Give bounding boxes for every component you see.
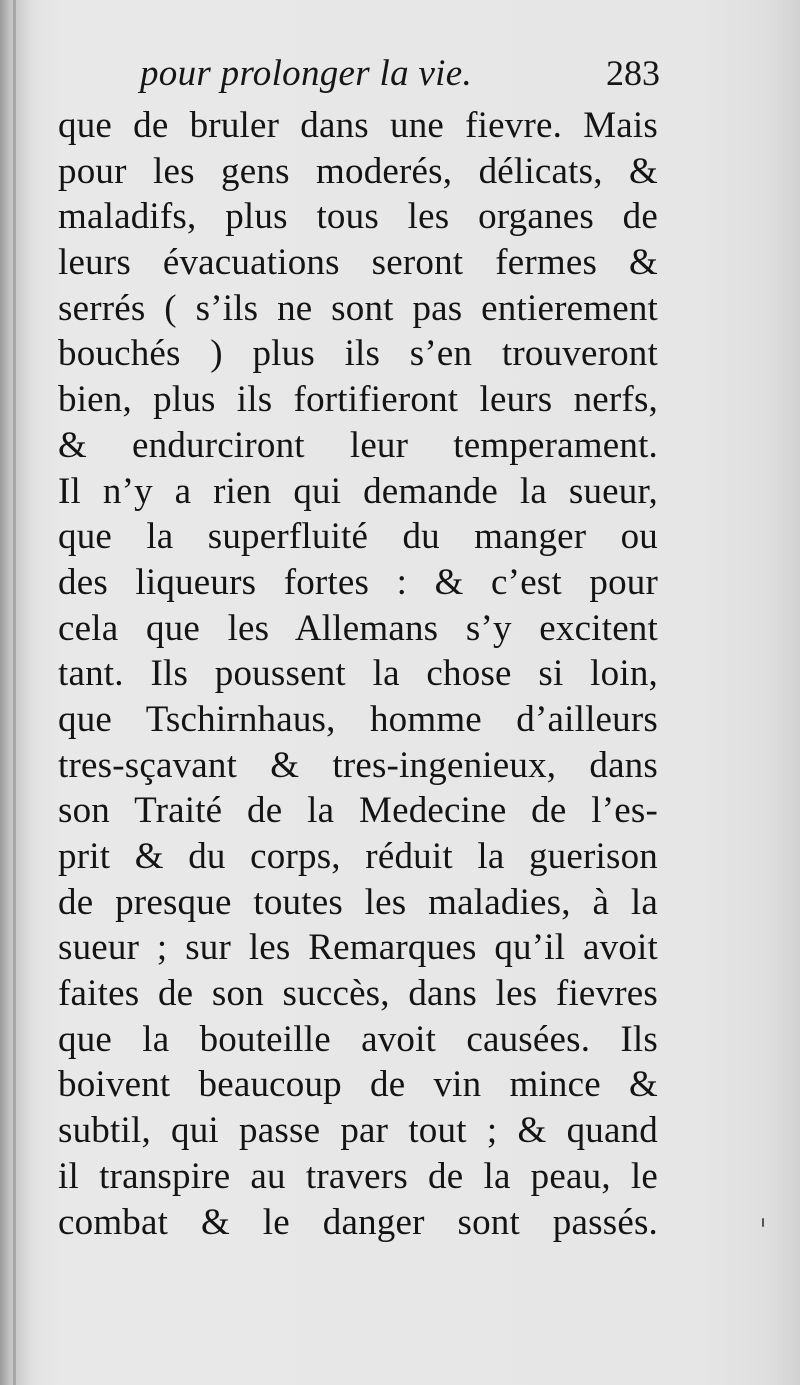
running-head: pour prolonger la vie. (140, 53, 473, 94)
text-line: pour les gens moderés, délicats, & (58, 150, 658, 192)
text-line: bien, plus ils fortifieront leurs nerfs, (58, 379, 658, 421)
text-line: serrés ( s’ils ne sont pas entierement (58, 287, 658, 329)
text-line: combat & le danger sont passés. (58, 1201, 658, 1243)
text-line: faites de son succès, dans les fievres (58, 973, 658, 1015)
page-gutter-shadow (13, 0, 16, 1385)
paper-speck (762, 1218, 764, 1227)
text-line: sueur ; sur les Remarques qu’il avoit (58, 927, 658, 969)
text-line: des liqueurs fortes : & c’est pour (58, 561, 658, 603)
text-line: que de bruler dans une fievre. Mais (58, 105, 658, 146)
body-text (58, 103, 658, 1245)
text-line: que la bouteille avoit causées. Ils (58, 1018, 658, 1060)
text-line: subtil, qui passe par tout ; & quand (58, 1110, 658, 1152)
text-line: maladifs, plus tous les organes de (58, 196, 658, 238)
text-line: son Traité de la Medecine de l’es- (58, 790, 658, 832)
page-number: 283 (606, 53, 660, 93)
text-line: cela que les Allemans s’y excitent (58, 607, 658, 649)
text-line: que la superfluité du manger ou (58, 516, 658, 558)
text-line: tant. Ils poussent la chose si loin, (58, 653, 658, 695)
text-line: de presque toutes les maladies, à la (58, 881, 658, 923)
text-line: prit & du corps, réduit la guerison (58, 836, 658, 877)
page-header (140, 52, 660, 100)
text-line: leurs évacuations seront fermes & (58, 242, 658, 284)
text-line: bouchés ) plus ils s’en trouveront (58, 333, 658, 375)
text-line: & endurciront leur temperament. (58, 424, 658, 466)
text-line: Il n’y a rien qui demande la sueur, (58, 470, 658, 512)
text-line: boivent beaucoup de vin mince & (58, 1064, 658, 1106)
text-line: que Tschirnhaus, homme d’ailleurs (58, 698, 658, 740)
text-line: tres-sçavant & tres-ingenieux, dans (58, 744, 658, 786)
text-line: il transpire au travers de la peau, le (58, 1155, 658, 1197)
